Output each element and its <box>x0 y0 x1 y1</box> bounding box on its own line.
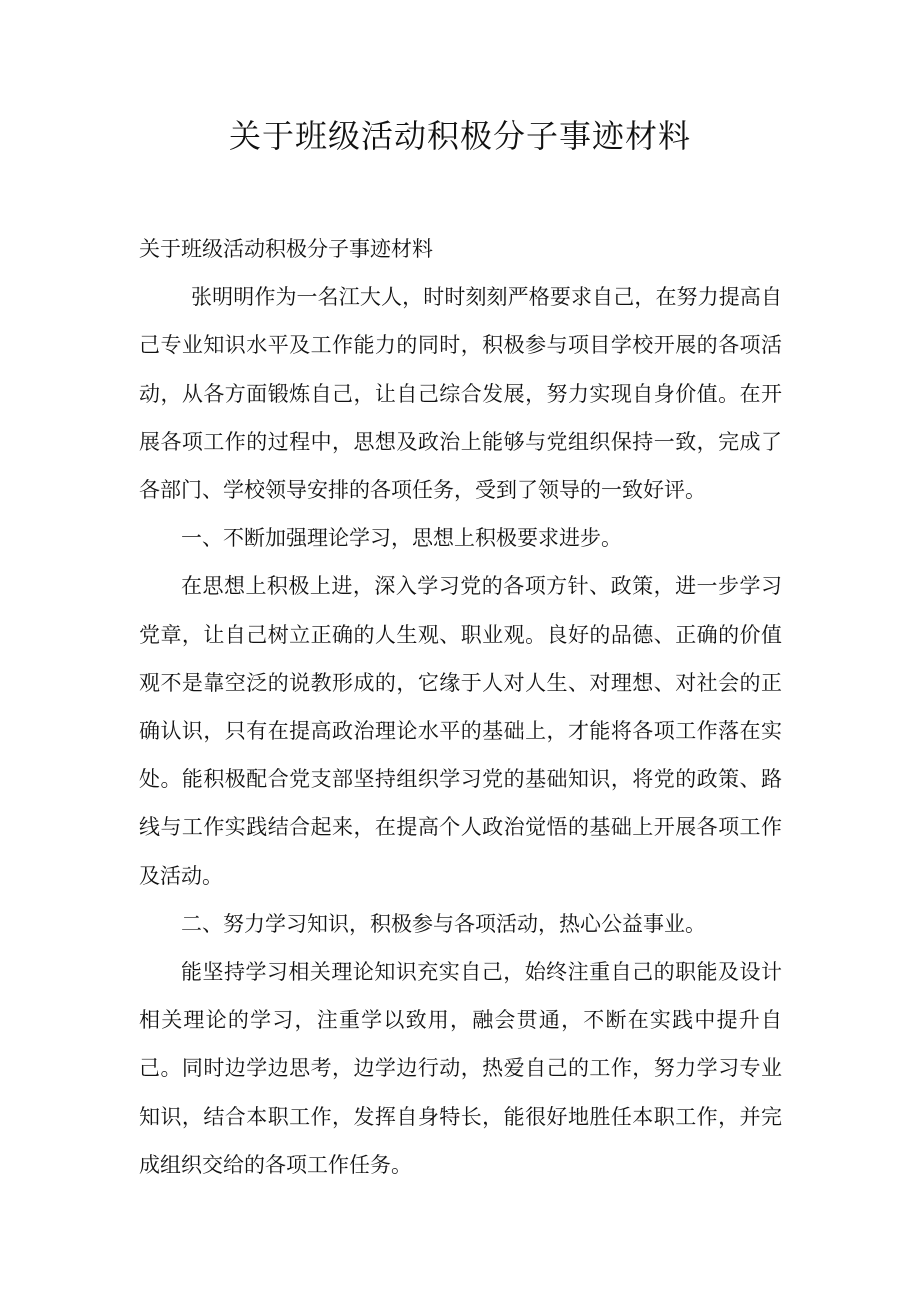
section-heading-2: 二、努力学习知识，积极参与各项活动，热心公益事业。 <box>181 911 706 936</box>
section-heading-1: 一、不断加强理论学习，思想上积极要求进步。 <box>181 526 622 551</box>
paragraph-section-1: 在思想上积极上进，深入学习党的各项方针、政策，进一步学习党章，让自己树立正确的人生观、职业观。良好的品德、正确的价值观不是靠空泛的说教形成的，它缘于人对人生、对理想、对社会的正确认识，只有在提高政治理论水平的基础上，才能将各项工作落在实处。能积极配合党支部坚持组织学习党的基础知识，将党的政策、路线与工作实践结合起来，在提高个人政治觉悟的基础上开展各项工作及活动。 <box>139 574 782 888</box>
paragraph-intro: 张明明作为一名江大人，时时刻刻严格要求自己，在努力提高自己专业知识水平及工作能力的同时，积极参与项目学校开展的各项活动，从各方面锻炼自己，让自己综合发展，努力实现自身价值。在开展各项工作的过程中，思想及政治上能够与党组织保持一致，完成了各部门、学校领导安排的各项任务，受到了领导的一致好评。 <box>139 285 782 503</box>
document-body <box>139 225 782 1189</box>
intro-heading: 关于班级活动积极分子事迹材料 <box>139 237 433 261</box>
paragraph-section-2: 能坚持学习相关理论知识充实自己，始终注重自己的职能及设计相关理论的学习，注重学以致用，融会贯通，不断在实践中提升自己。同时边学边思考，边学边行动，热爱自己的工作，努力学习专业知识，结合本职工作，发挥自身特长，能很好地胜任本职工作，并完成组织交给的各项工作任务。 <box>139 960 782 1177</box>
document-title: 关于班级活动积极分子事迹材料 <box>228 117 691 155</box>
